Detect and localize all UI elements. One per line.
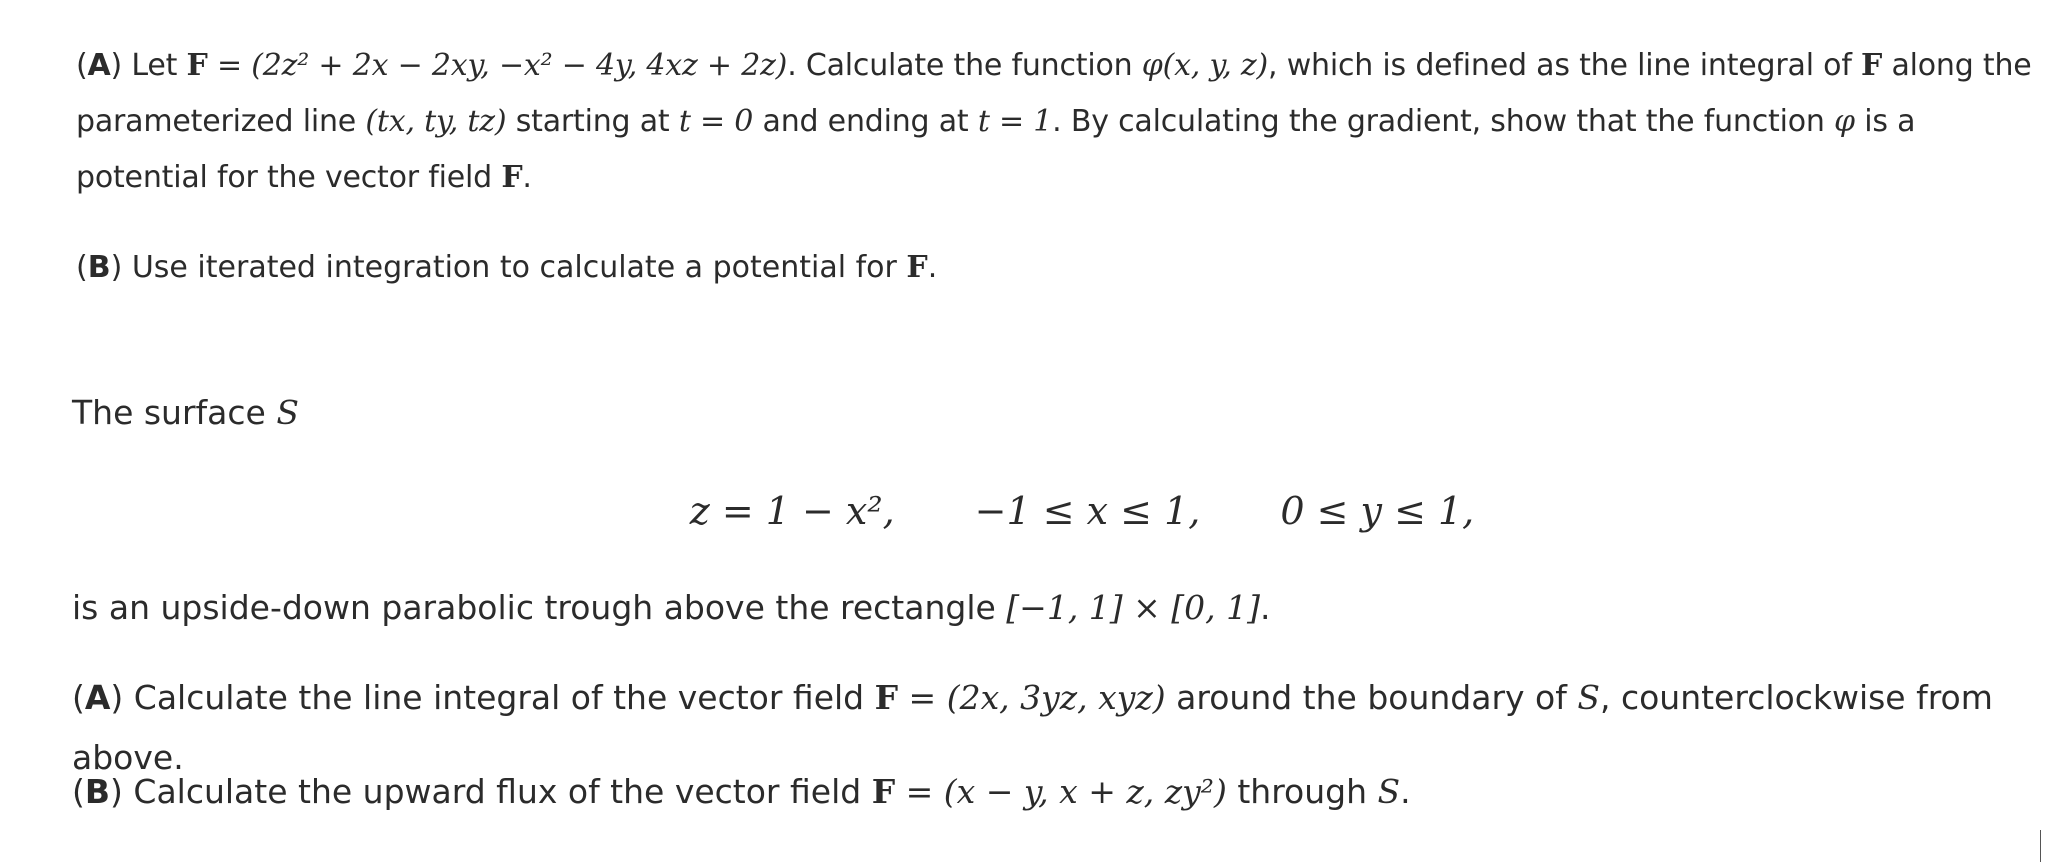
t-end: t = 1 — [977, 104, 1053, 139]
text: , counterclockwise from above. — [72, 678, 1993, 777]
problem2-description — [72, 578, 2064, 638]
vector-F: F — [871, 772, 896, 811]
problem1-part-b: (B) Use iterated integration to calculate a potential for F. — [76, 250, 938, 285]
t-start: t = 0 — [678, 104, 754, 139]
rectangle: [−1, 1] × [0, 1] — [1006, 588, 1261, 627]
period: . — [927, 250, 938, 285]
text: Calculate the line integral of the vector field — [123, 678, 875, 717]
text: Let — [131, 48, 187, 83]
problem2-part-b: (B) Calculate the upward flux of the vector field F = (x − y, x + z, zy²) through S. — [72, 772, 1411, 811]
problem2-intro — [72, 383, 2064, 443]
text: Use iterated integration to calculate a potential for — [122, 250, 907, 285]
vector-F: F — [501, 160, 523, 195]
text: through — [1226, 772, 1378, 811]
surface-S: S — [1377, 772, 1401, 811]
text: around the boundary of — [1165, 678, 1578, 717]
text: is a potential for the vector field — [76, 104, 1916, 195]
phi-function: φ(x, y, z) — [1141, 48, 1269, 83]
param-line: (tx, ty, tz) — [365, 104, 507, 139]
text: Calculate the upward flux of the vector field — [122, 772, 872, 811]
phi: φ — [1834, 104, 1855, 139]
eq-x-range: −1 ≤ x ≤ 1, — [974, 489, 1201, 533]
text-cursor — [2040, 830, 2041, 862]
vector-F: F — [906, 250, 928, 285]
part-b-label: B — [87, 250, 111, 285]
text: . Calculate the function — [787, 48, 1142, 83]
problem1-part-a: (A) Let F = (2z² + 2x − 2xy, −x² − 4y, 4xz + 2z). Calculate the function φ(x, y, z), which is defined as the line integral of F along the parameterized line (tx, ty, tz) starting at t = 0 and ending at t = 1. By calculating the gradient, show that the function φ is a potential for the vector field F. — [76, 48, 2032, 195]
field-definition: = (x − y, x + z, zy²) — [895, 772, 1227, 811]
surface-S: S — [1577, 678, 1600, 717]
eq-z: z = 1 − x², — [689, 489, 895, 533]
field-definition: = (2x, 3yz, xyz) — [898, 678, 1166, 717]
vector-F: F — [1861, 48, 1883, 83]
part-b-label: B — [84, 772, 111, 811]
text: is an upside-down parabolic trough above the rectangle — [72, 588, 1007, 627]
text: starting at — [506, 104, 679, 139]
problem2-part-a: (A) Calculate the line integral of the vector field F = (2x, 3yz, xyz) around the boundary of S, counterclockwise from above. — [72, 678, 1993, 777]
text: along the parameterized line — [76, 48, 2032, 139]
text: The surface — [72, 393, 277, 432]
text: . By calculating the gradient, show that the function — [1052, 104, 1835, 139]
period: . — [1400, 772, 1411, 811]
part-a-label: A — [87, 48, 111, 83]
text: and ending at — [753, 104, 978, 139]
text: , which is defined as the line integral of — [1268, 48, 1862, 83]
part-a-label: A — [84, 678, 111, 717]
period: . — [1260, 588, 1271, 627]
field-definition: = (2z² + 2x − 2xy, −x² − 4y, 4xz + 2z) — [207, 48, 788, 83]
eq-y-range: 0 ≤ y ≤ 1, — [1280, 489, 1475, 533]
surface-equation — [0, 476, 2064, 546]
period: . — [522, 160, 532, 195]
surface-S: S — [276, 393, 299, 432]
vector-F: F — [186, 48, 208, 83]
vector-F: F — [874, 678, 899, 717]
